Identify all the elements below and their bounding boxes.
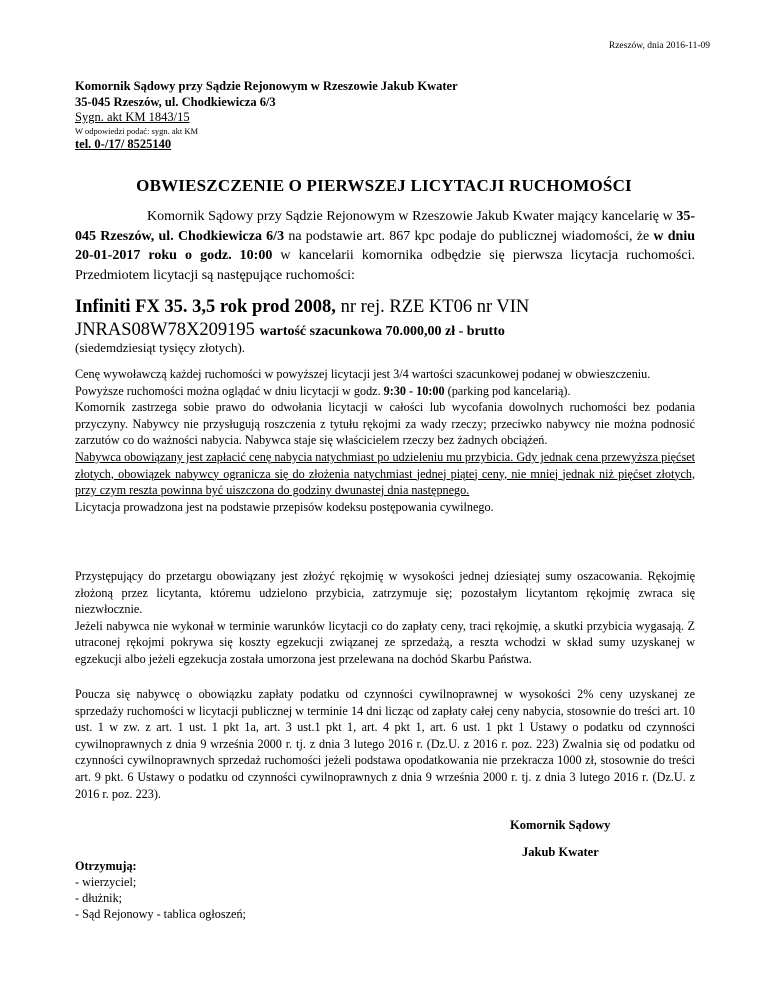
document-date: Rzeszów, dnia 2016-11-09 <box>608 41 710 51</box>
recipients-label: Otrzymują: <box>75 859 137 873</box>
starting-price-paragraph: Cenę wywoławczą każdej ruchomości w powyższej licytacji jest 3/4 wartości szacunkowej podanej w obwieszczeniu. <box>75 367 651 381</box>
intro-text-2: na podstawie art. 867 kpc podaje do publicznej wiadomości, że <box>284 228 654 244</box>
forfeit-paragraph: Jeżeli nabywca nie wykonał w terminie warunków licytacji co do zapłaty ceny, traci rękojmię, a skutki przybicia wygasają. Z utraconej rękojmi pokrywa się koszty egzekucji związanej ze sprzedażą, a reszta wchodzi w skład sumy uzyskanej w egzekucji albo jeżeli egzekucja została umorzona jest przelewana na dochód Skarbu Państwa. <box>75 618 695 666</box>
bailiff-address: 35-045 Rzeszów, ul. Chodkiewicza 6/3 <box>75 95 276 109</box>
recipient-item: - Sąd Rejonowy - tablica ogłoszeń; <box>75 907 246 921</box>
deposit-block <box>75 568 695 668</box>
viewing-place: (parking pod kancelarią). <box>444 383 571 398</box>
document-title: OBWIESZCZENIE O PIERWSZEJ LICYTACJI RUCHOMOŚCI <box>136 176 632 195</box>
auction-item <box>75 296 695 343</box>
recipient-item: - dłużnik; <box>75 891 123 905</box>
item-value-words: (siedemdziesiąt tysięcy złotych). <box>75 340 246 355</box>
viewing-hours: 9:30 - 10:00 <box>383 383 445 398</box>
recipients-list <box>75 858 246 922</box>
case-reference: Sygn. akt KM 1843/15 <box>75 110 190 124</box>
conditions-block <box>75 366 695 515</box>
tax-notice-text: Poucza się nabywcę o obowiązku zapłaty podatku od czynności cywilnoprawnej w wysokości 2% ceny uzyskanej ze sprzedaży ruchomości w licytacji publicznej w terminie 14 dni licząc od zapłaty całej ceny nabycia, stosownie do treści art. 10 ust. 1 w zw. z art. 1 ust. 1 pkt 1a, art. 3 ust.1 pkt 1, art. 4 pkt 1, art. 6 ust. 1 pkt 1 Ustawy o podatku od czynności cywilnoprawnych z dnia 9 września 2000 r. tj. z dnia 3 lutego 2016 r. (Dz.U. z 2016 r. poz. 223) Zwalnia się od podatku od czynności cywilnoprawnych sprzedaż ruchomości jeżeli podstawa opodatkowania nie przekracza 1000 zł, stosownie do treści art. 9 pkt. 6 Ustawy o podatku od czynności cywilnoprawnych z dnia 9 września 2000 r. tj. z dnia 3 lutego 2016 r. (Dz.U. z 2016 r. poz. 223). <box>75 687 695 801</box>
signature-role: Komornik Sądowy <box>510 818 611 832</box>
viewing-text: Powyższe ruchomości można oglądać w dniu licytacji w godz. <box>75 383 384 398</box>
phone-number: tel. 0-/17/ 8525140 <box>75 137 172 151</box>
intro-text-3: w kancelarii komornika odbędzie się pierwsza licytacja ruchomości. Przedmiotem licytacji są następujące ruchomości: <box>75 248 695 283</box>
recipient-item: - wierzyciel; <box>75 875 137 889</box>
legal-basis-paragraph: Licytacja prowadzona jest na podstawie przepisów kodeksu postępowania cywilnego. <box>75 499 494 514</box>
intro-paragraph <box>75 207 695 285</box>
bailiff-office-name: Komornik Sądowy przy Sądzie Rejonowym w Rzeszowie Jakub Kwater <box>75 79 458 93</box>
signature-name: Jakub Kwater <box>522 845 599 859</box>
payment-paragraph: Nabywca obowiązany jest zapłacić cenę nabycia natychmiast po udzieleniu mu przybicia. Gdy jednak cena przewyższa pięćset złotych, obowiązek nabywcy ogranicza się do złożenia natychmiast jednej piątej ceny, nie mniej jednak niż pięćset złotych, przy czym reszta powinna być uiszczona do godziny dwunastej dnia następnego. <box>75 449 695 498</box>
item-name: Infiniti FX 35. 3,5 rok prod 2008, <box>75 297 336 317</box>
intro-address: 35-045 Rzeszów, ul. Chodkiewicza 6/3 <box>75 209 695 244</box>
tax-notice-paragraph <box>75 686 695 802</box>
reply-note: W odpowiedzi podać: sygn. akt KM <box>75 126 199 136</box>
auction-date-time: w dniu 20-01-2017 roku o godz. 10:00 <box>75 228 696 263</box>
item-value: wartość szacunkowa 70.000,00 zł - brutto <box>259 324 505 339</box>
viewing-paragraph <box>75 383 695 400</box>
deposit-paragraph: Przystępujący do przetargu obowiązany jest złożyć rękojmię w wysokości jednej dziesiątej sumy oszacowania. Rękojmię złożoną przez licytanta, któremu udzielono przybicia, zatrzymuje się; pozostałym licytantom rękojmię zwraca się niezwłocznie. <box>75 569 695 617</box>
item-registration: nr rej. RZE KT06 nr VIN JNRAS08W78X209195 <box>75 297 530 340</box>
reservation-paragraph: Komornik zastrzega sobie prawo do odwołania licytacji w całości lub wycofania dowolnych ruchomości bez podania przyczyny. Nabywcy nie przysługują roszczenia z tytułu rękojmi za wady rzeczy; przeciwko nabywcy nie można podnosić zarzutów co do ważności nabycia. Nabywca staje się właścicielem rzeczy bez żadnych obciążeń. <box>75 400 695 448</box>
intro-text-1: Komornik Sądowy przy Sądzie Rejonowym w Rzeszowie Jakub Kwater mający kancelarię w <box>147 209 677 224</box>
